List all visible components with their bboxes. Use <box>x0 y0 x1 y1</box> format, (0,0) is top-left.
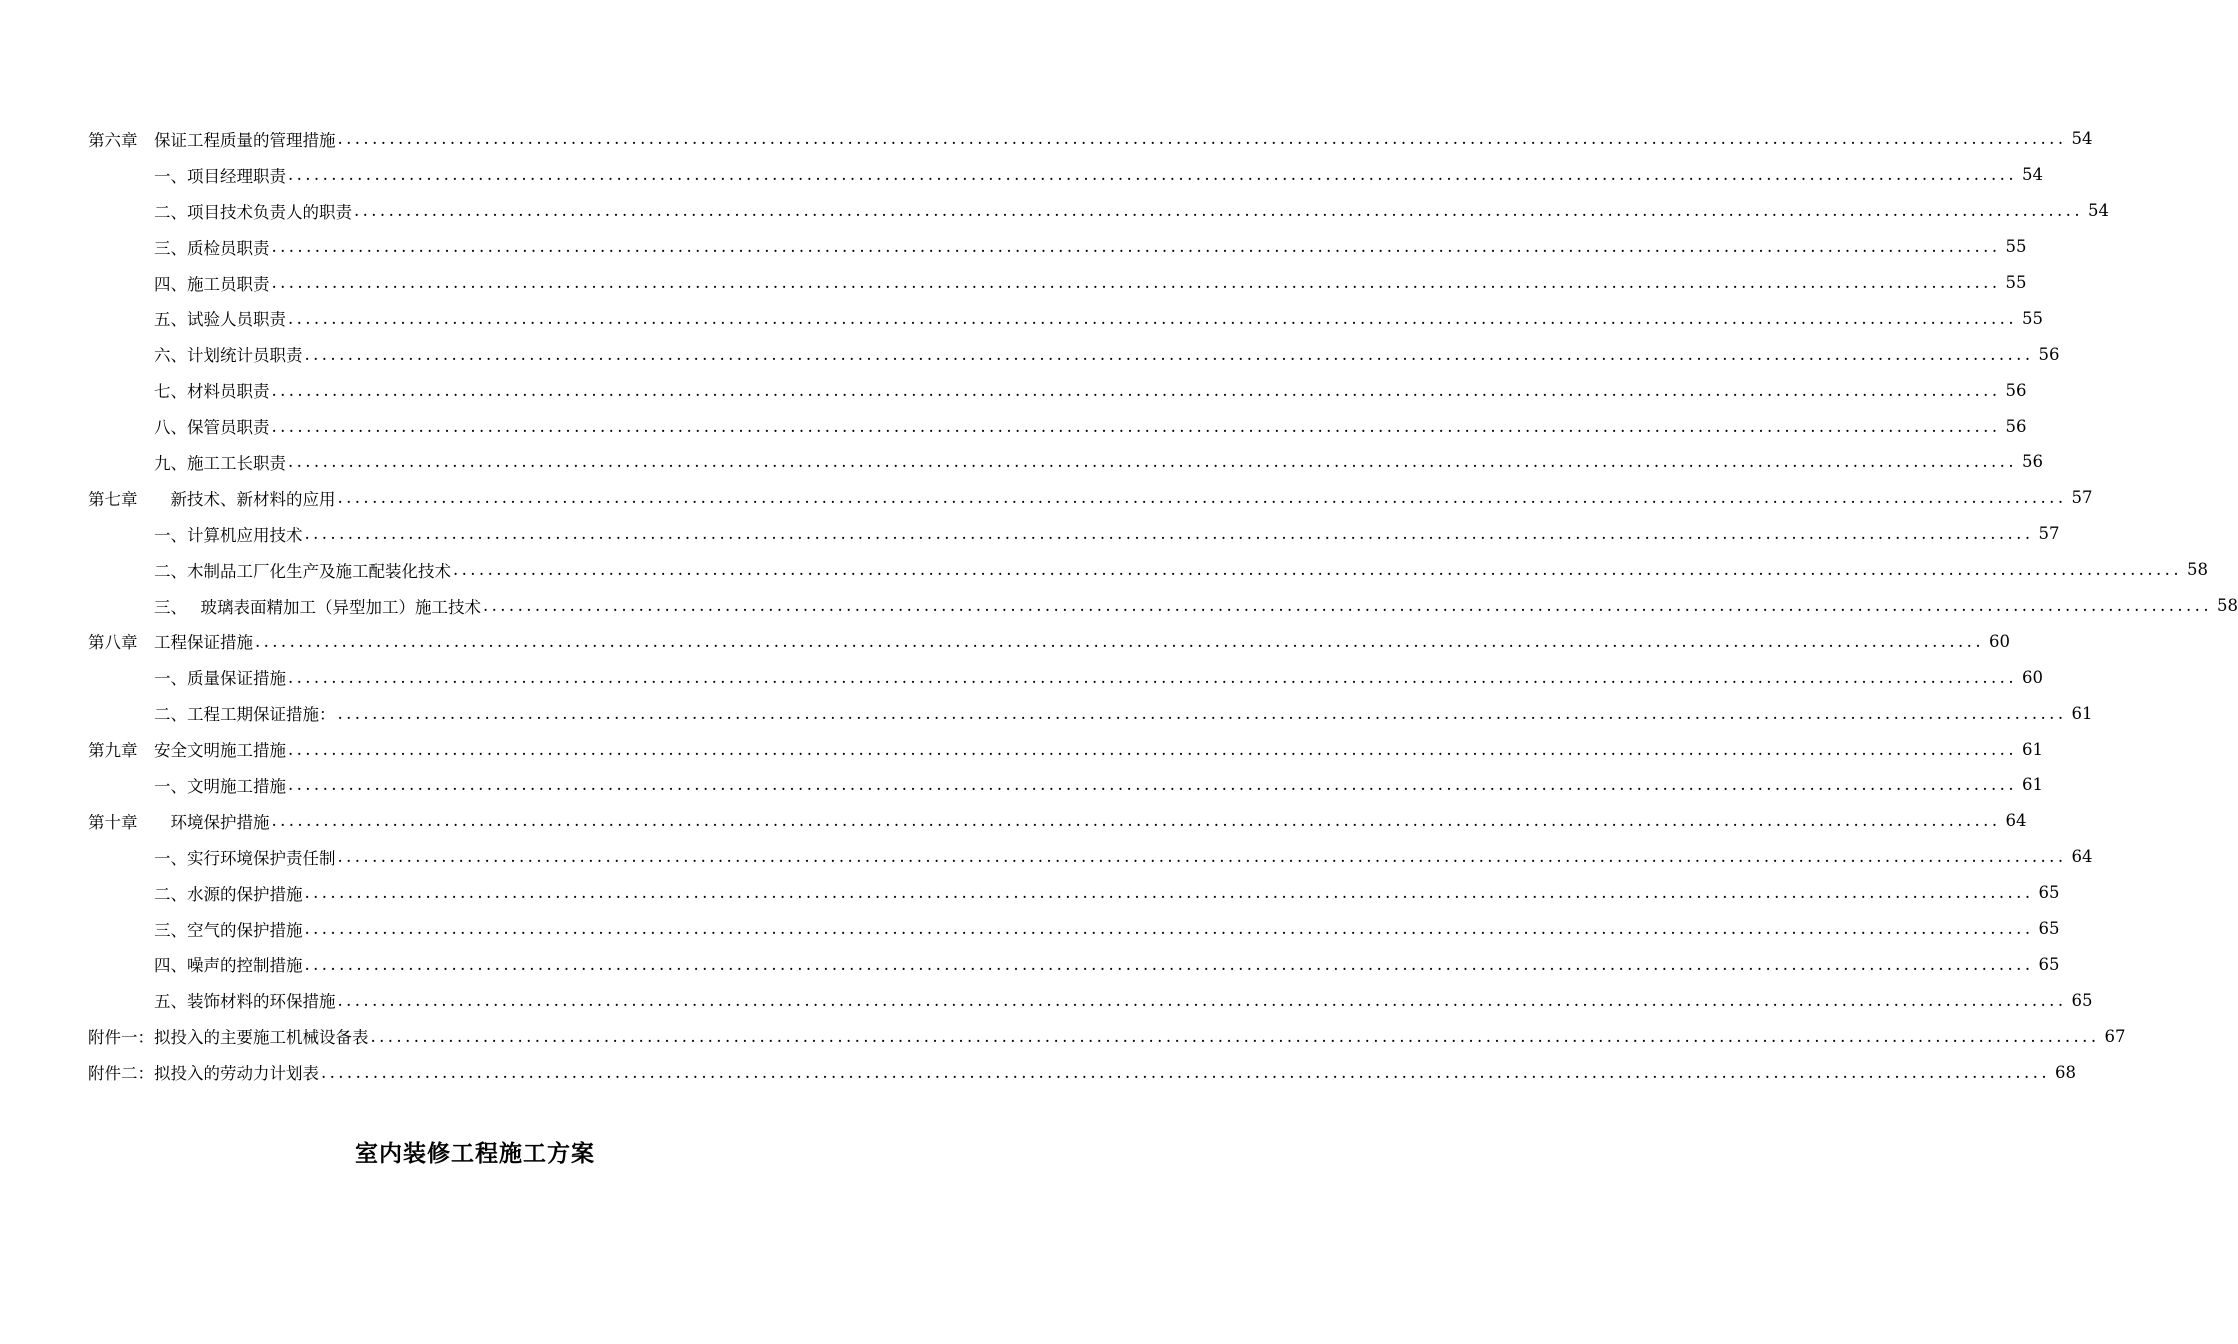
toc-page-number: 65 <box>2038 883 2060 903</box>
toc-page-number: 57 <box>2071 488 2093 508</box>
toc-page-number: 55 <box>2021 308 2043 328</box>
toc-entry[interactable] <box>0 695 2093 731</box>
toc-entry[interactable] <box>0 659 2043 695</box>
toc-entry-text: 二、水源的保护措施 <box>154 884 303 904</box>
toc-page-number: 60 <box>2021 667 2043 687</box>
toc-entry[interactable] <box>0 444 2043 480</box>
toc-entry[interactable] <box>0 408 2027 444</box>
toc-page-number: 56 <box>2021 452 2043 472</box>
toc-entry[interactable] <box>0 336 2060 372</box>
toc-entry-text: 六、计划统计员职责 <box>154 346 303 366</box>
toc-entry-text: 九、施工工长职责 <box>154 453 286 473</box>
toc-entry[interactable] <box>0 946 2060 982</box>
document-title: 室内装修工程施工方案 <box>355 1140 595 1167</box>
toc-page-number: 65 <box>2038 919 2060 939</box>
toc-page-number: 61 <box>2021 739 2043 759</box>
toc-entry[interactable] <box>0 911 2060 947</box>
toc-entry-text: 附件一：拟投入的主要施工机械设备表 <box>88 1028 369 1048</box>
toc-leader-dots: ........................................................................................................................................................................................................ <box>337 703 2067 723</box>
toc-page-number: 54 <box>2087 201 2109 221</box>
toc-leader-dots: ........................................................................................................................................................................................................ <box>337 129 2067 149</box>
toc-entry-text: 一、计算机应用技术 <box>154 525 303 545</box>
toc-page-number: 56 <box>2038 344 2060 364</box>
toc-leader-dots: ........................................................................................................................................................................................................ <box>304 954 2034 974</box>
toc-entry[interactable] <box>0 157 2043 193</box>
toc-entry-text: 一、实行环境保护责任制 <box>154 848 336 868</box>
toc-leader-dots: ........................................................................................................................................................................................................ <box>255 631 1984 651</box>
toc-leader-dots: ........................................................................................................................................................................................................ <box>271 273 2001 292</box>
toc-leader-dots: ........................................................................................................................................................................................................ <box>321 1062 2050 1082</box>
toc-entry[interactable] <box>0 265 2027 301</box>
toc-entry[interactable] <box>0 516 2060 552</box>
toc-leader-dots: ........................................................................................................................................................................................................ <box>354 201 2083 221</box>
toc-page-number: 54 <box>2071 129 2093 149</box>
toc-leader-dots: ........................................................................................................................................................................................................ <box>370 1026 2100 1046</box>
toc-entry-text: 三、质检员职责 <box>154 238 270 258</box>
toc-leader-dots: ........................................................................................................................................................................................................ <box>337 990 2067 1010</box>
toc-page-number: 57 <box>2038 524 2060 544</box>
toc-entry[interactable] <box>0 229 2027 265</box>
toc-page-number: 65 <box>2071 990 2093 1010</box>
toc-leader-dots: ........................................................................................................................................................................................................ <box>337 488 2067 508</box>
toc-leader-dots: ........................................................................................................................................................................................................ <box>288 452 2017 472</box>
toc-entry-text: 第七章 新技术、新材料的应用 <box>88 489 336 509</box>
toc-entry[interactable] <box>0 875 2060 911</box>
toc-page-number: 65 <box>2038 954 2060 974</box>
table-of-contents <box>0 121 2238 1090</box>
toc-entry-text: 五、装饰材料的环保措施 <box>154 992 336 1012</box>
toc-page-number: 64 <box>2005 811 2027 831</box>
toc-page-number: 61 <box>2071 703 2093 723</box>
toc-page-number: 60 <box>1988 631 2010 651</box>
toc-entry-text: 第十章 环境保护措施 <box>88 812 270 832</box>
toc-entry[interactable] <box>0 121 2093 157</box>
toc-leader-dots: ........................................................................................................................................................................................................ <box>304 524 2034 544</box>
toc-entry-text: 三、空气的保护措施 <box>154 920 303 940</box>
toc-page-number: 56 <box>2005 416 2027 436</box>
toc-page-number: 55 <box>2005 237 2027 257</box>
toc-entry[interactable] <box>0 1018 2126 1054</box>
toc-entry-text: 附件二：拟投入的劳动力计划表 <box>88 1064 319 1084</box>
toc-entry-text: 七、材料员职责 <box>154 382 270 402</box>
toc-leader-dots: ........................................................................................................................................................................................................ <box>288 165 2017 185</box>
toc-leader-dots: ........................................................................................................................................................................................................ <box>483 596 2212 616</box>
toc-entry-text: 一、项目经理职责 <box>154 166 286 186</box>
toc-leader-dots: ........................................................................................................................................................................................................ <box>304 883 2034 903</box>
toc-entry-text: 四、噪声的控制措施 <box>154 956 303 976</box>
toc-leader-dots: ........................................................................................................................................................................................................ <box>337 847 2067 867</box>
toc-leader-dots: ........................................................................................................................................................................................................ <box>271 237 2001 257</box>
toc-entry[interactable] <box>0 623 2010 659</box>
toc-leader-dots: ........................................................................................................................................................................................................ <box>288 739 2017 759</box>
toc-page-number: 68 <box>2054 1062 2076 1082</box>
toc-page-number: 55 <box>2005 273 2027 292</box>
toc-entry[interactable] <box>0 803 2027 839</box>
toc-leader-dots: ........................................................................................................................................................................................................ <box>304 919 2034 939</box>
toc-entry[interactable] <box>0 480 2093 516</box>
toc-page-number: 58 <box>2186 560 2208 580</box>
toc-entry-text: 五、试验人员职责 <box>154 310 286 330</box>
toc-entry[interactable] <box>0 300 2043 336</box>
toc-entry-text: 一、质量保证措施 <box>154 669 286 689</box>
toc-page-number: 56 <box>2005 380 2027 400</box>
toc-entry[interactable] <box>0 982 2093 1018</box>
toc-entry-text: 四、施工员职责 <box>154 274 270 294</box>
toc-entry[interactable] <box>0 1054 2076 1090</box>
toc-entry-text: 二、木制品工厂化生产及施工配装化技术 <box>154 561 451 581</box>
toc-page-number: 61 <box>2021 775 2043 795</box>
toc-leader-dots: ........................................................................................................................................................................................................ <box>304 344 2034 364</box>
toc-leader-dots: ........................................................................................................................................................................................................ <box>288 667 2017 687</box>
toc-page-number: 67 <box>2104 1026 2126 1046</box>
toc-entry-text: 一、文明施工措施 <box>154 776 286 796</box>
toc-entry-text: 第八章 工程保证措施 <box>88 633 253 653</box>
toc-entry[interactable] <box>0 731 2043 767</box>
toc-entry[interactable] <box>0 193 2109 229</box>
toc-entry[interactable] <box>0 839 2093 875</box>
toc-leader-dots: ........................................................................................................................................................................................................ <box>288 308 2017 328</box>
toc-entry-text: 二、项目技术负责人的职责 <box>154 202 352 222</box>
toc-page-number: 54 <box>2021 165 2043 185</box>
toc-leader-dots: ........................................................................................................................................................................................................ <box>453 560 2182 580</box>
toc-leader-dots: ........................................................................................................................................................................................................ <box>271 380 2001 400</box>
toc-leader-dots: ........................................................................................................................................................................................................ <box>271 811 2001 831</box>
toc-entry[interactable] <box>0 767 2043 803</box>
toc-entry-text: 二、工程工期保证措施： <box>154 705 336 725</box>
toc-leader-dots: ........................................................................................................................................................................................................ <box>288 775 2017 795</box>
toc-entry-text: 第六章 保证工程质量的管理措施 <box>88 130 336 150</box>
toc-entry[interactable] <box>0 588 2238 624</box>
toc-entry[interactable] <box>0 372 2027 408</box>
toc-entry[interactable] <box>0 552 2208 588</box>
toc-page-number: 64 <box>2071 847 2093 867</box>
toc-entry-text: 第九章 安全文明施工措施 <box>88 741 286 761</box>
toc-leader-dots: ........................................................................................................................................................................................................ <box>271 416 2001 436</box>
toc-page-number: 58 <box>2216 596 2238 616</box>
toc-entry-text: 八、保管员职责 <box>154 418 270 438</box>
toc-entry-text: 三、 玻璃表面精加工（异型加工）施工技术 <box>154 597 481 617</box>
